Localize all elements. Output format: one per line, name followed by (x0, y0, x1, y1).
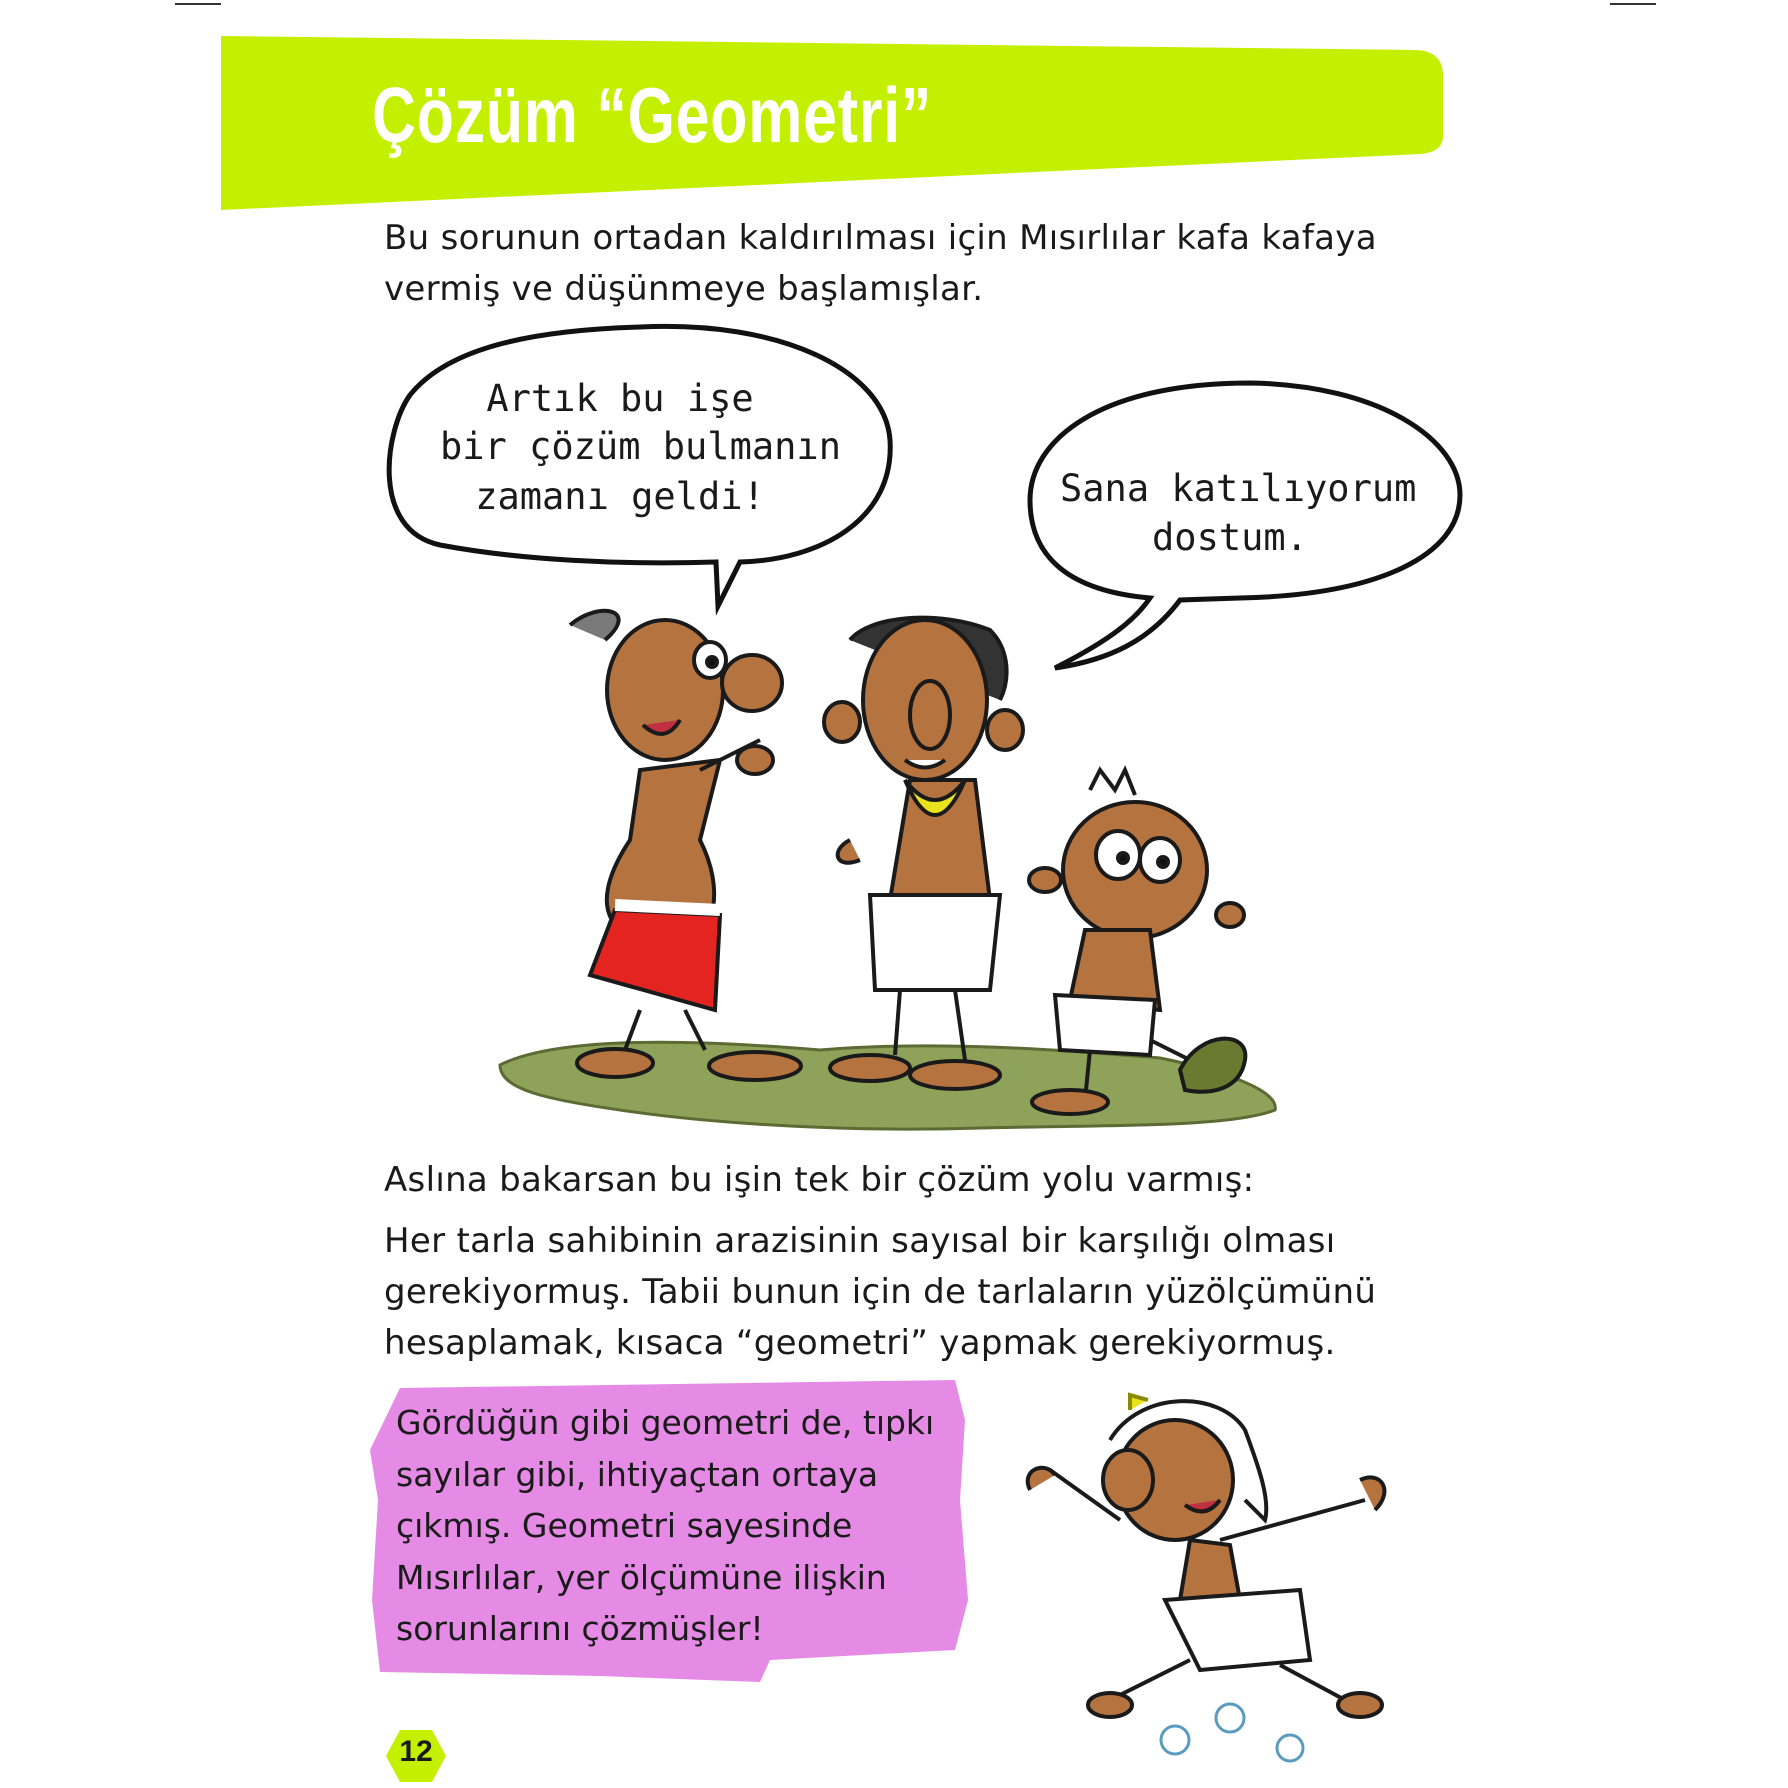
intro-line-1: Bu sorunun ortadan kaldırılması için Mısırlılar kafa kafaya (384, 218, 1377, 258)
callout-line-3: çıkmış. Geometri sayesinde (396, 1506, 853, 1545)
bubble-left-line-2: bir çözüm bulmanın (440, 425, 841, 468)
body-line-1: Aslına bakarsan bu işin tek bir çözüm yolu varmış: (384, 1160, 1255, 1200)
bubble-right-line-2: dostum. (1152, 516, 1308, 559)
page-number: 12 (399, 1735, 433, 1768)
page-title: Çözüm “Geometri” (372, 71, 933, 159)
callout-line-2: sayılar gibi, ihtiyaçtan ortaya (396, 1454, 879, 1494)
callout-text (396, 1397, 934, 1655)
dancing-man-icon (1028, 1395, 1385, 1761)
callout-line-1: Gördüğün gibi geometri de, tıpkı (396, 1403, 935, 1442)
body-line-3: gerekiyormuş. Tabii bunun için de tarlaların yüzölçümünü (384, 1272, 1377, 1312)
man-necklace-icon (824, 618, 1023, 1089)
intro-line-2: vermiş ve düşünmeye başlamışlar. (384, 269, 984, 309)
callout-line-4: Mısırlılar, yer ölçümüne ilişkin (396, 1557, 887, 1597)
body-line-2: Her tarla sahibinin arazisinin sayısal bir karşılığı olması (384, 1221, 1336, 1261)
man-red-skirt-icon (570, 611, 801, 1080)
bubble-right-line-1: Sana katılıyorum (1060, 467, 1417, 510)
body-line-4: hesaplamak, kısaca “geometri” yapmak gerekiyormuş. (384, 1323, 1336, 1363)
bubble-left-line-3: zamanı geldi! (475, 475, 765, 518)
callout-line-5: sorunlarını çözmüşler! (396, 1609, 764, 1648)
bubble-left-line-1: Artık bu işe (486, 377, 754, 420)
